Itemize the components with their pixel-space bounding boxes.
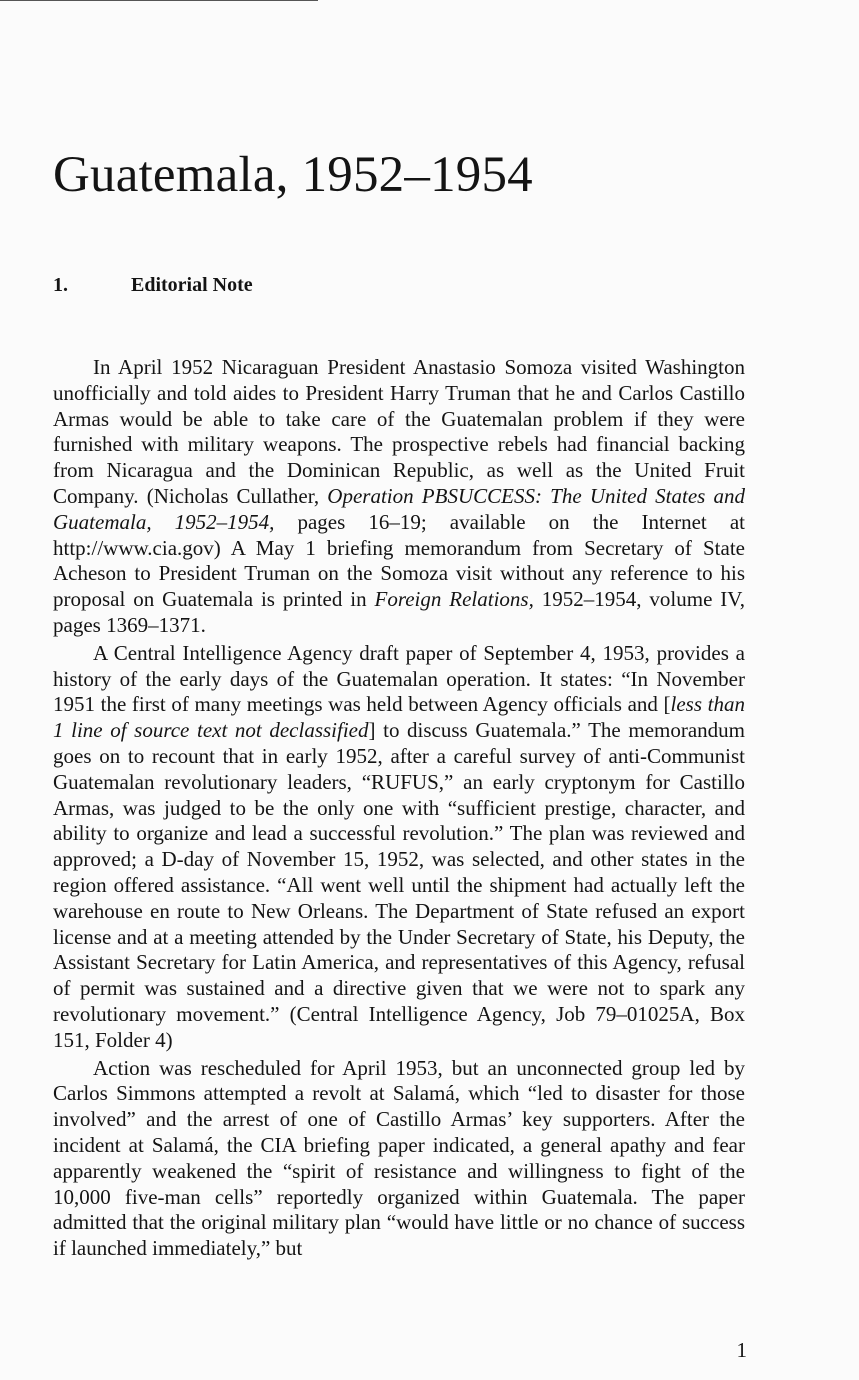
italic-citation: Operation PBSUCCESS: The United States and Guatemala, 1952–1954, (53, 483, 745, 534)
paragraph-text: In April 1952 Nicaraguan President Anastasio Somoza visited Washington unofficially and told aides to President Harry Truman that he and Carlos Castillo Armas would be able to take care of the Guatemalan problem if they were furnished with military weapons. The prospective rebels had financial backing from Nicaragua and the Dominican Republic, as well as the United Fruit Company. (Nicholas Cullather, (53, 355, 745, 508)
note-number: 1. (53, 274, 68, 296)
paragraph-text: Action was rescheduled for April 1953, but an unconnected group led by Carlos Simmons attempted a revolt at Salamá, which “led to disaster for those involved” and the arrest of one of Castillo Armas’ key supporters. After the incident at Salamá, the CIA briefing paper indicated, a general apathy and fear apparently weakened the “spirit of resistance and willingness to fight of the 10,000 five-man cells” reportedly organized within Guatemala. The paper admitted that the original military plan “would have little or no chance of success if launched immediately,” but (53, 1055, 745, 1261)
chapter-title: Guatemala, 1952–1954 (53, 147, 533, 203)
paragraph-text: 1952–1954, volume IV, pages 1369–1371. (53, 587, 745, 637)
paragraph-1 (53, 355, 745, 639)
note-title: Editorial Note (131, 274, 253, 296)
italic-editorial-insert: less than 1 line of source text not declassified (53, 692, 745, 743)
italic-citation: Foreign Relations, (374, 587, 534, 612)
editorial-note-heading (53, 273, 253, 297)
paragraph-text: ] to discuss Guatemala.” The memorandum goes on to recount that in early 1952, after a careful survey of anti-Communist Guatemalan revolutionary leaders, “RUFUS,” an early cryptonym for Castillo Armas, was judged to be the only one with “sufficient prestige, character, and ability to organize and lead a successful revolution.” The plan was reviewed and approved; a D-day of November 15, 1952, was selected, and other states in the region offered assistance. “All went well until the shipment had actually left the warehouse en route to New Orleans. The Department of State refused an export license and at a meeting attended by the Under Secretary of State, his Deputy, the Assistant Secretary for Latin America, and representatives of this Agency, refusal of permit was sustained and a directive given that we were not to spark any revolutionary movement.” (Central Intelligence Agency, Job 79–01025A, Box 151, Folder 4) (53, 718, 745, 1052)
paragraph-2 (53, 641, 745, 1054)
note-body (53, 355, 745, 1264)
paragraph-3 (53, 1056, 745, 1262)
page-number: 1 (736, 1338, 747, 1362)
top-rule (0, 0, 318, 1)
paragraph-text: pages 16–19; available on the Internet at http://www.cia.gov) A May 1 briefing memorandum from Secretary of State Acheson to President Truman on the Somoza visit without any reference to his proposal on Guatemala is printed in (53, 509, 745, 612)
paragraph-text: A Central Intelligence Agency draft paper of September 4, 1953, provides a history of the early days of the Guatemalan operation. It states: “In November 1951 the first of many meetings was held between Agency officials and [ (53, 640, 745, 717)
